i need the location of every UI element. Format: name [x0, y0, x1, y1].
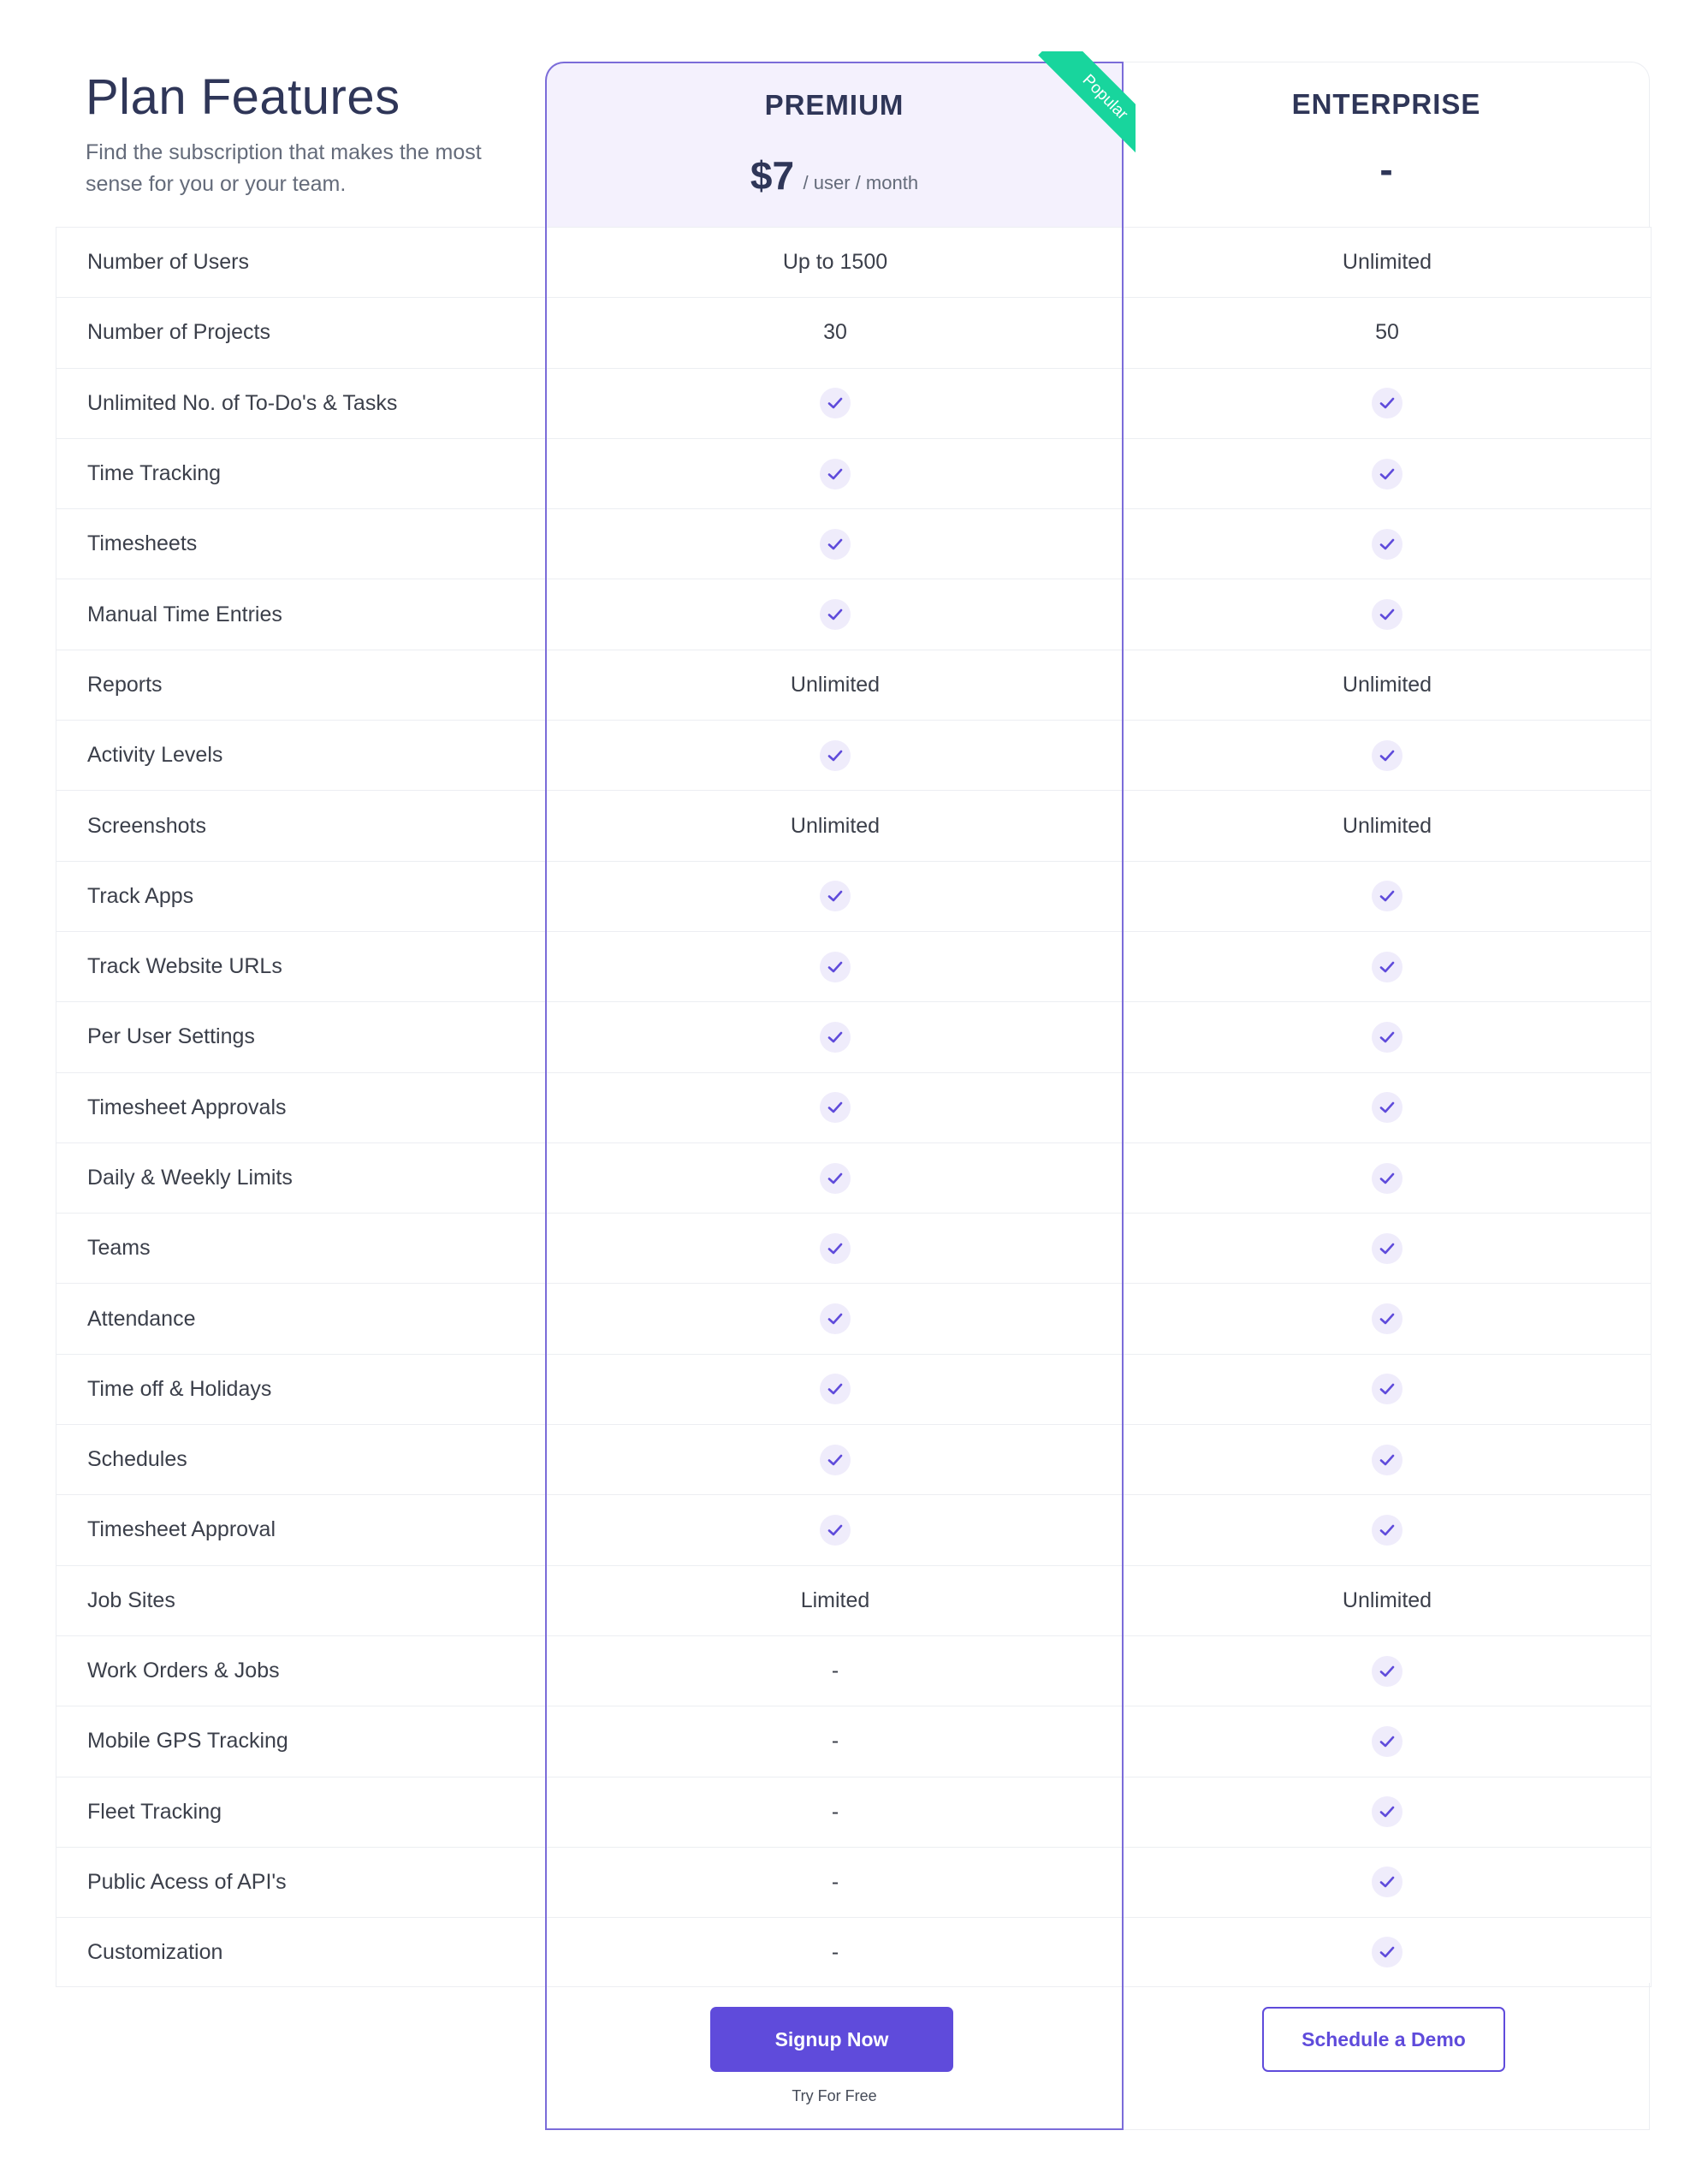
- feature-name: Customization: [87, 1939, 223, 1964]
- premium-feature-value: -: [831, 1869, 839, 1894]
- premium-plan-footer: [545, 1983, 1124, 2130]
- premium-price-amount: $7: [750, 153, 795, 198]
- feature-row: [56, 579, 1651, 649]
- check-icon: [1372, 1937, 1403, 1967]
- premium-feature-value: -: [831, 1659, 839, 1683]
- feature-name: Fleet Tracking: [87, 1799, 222, 1824]
- check-icon: [1372, 1515, 1403, 1546]
- feature-row: [56, 1072, 1651, 1142]
- feature-name: Timesheet Approvals: [87, 1095, 287, 1119]
- enterprise-feature-check: [1124, 862, 1650, 931]
- premium-feature-value: Unlimited: [790, 813, 881, 838]
- enterprise-feature-check: [1124, 1777, 1650, 1847]
- check-icon: [820, 1374, 851, 1404]
- feature-row: [56, 227, 1651, 297]
- check-icon: [1372, 1303, 1403, 1334]
- premium-column-right-border: [1122, 227, 1124, 1983]
- check-icon: [1372, 1092, 1403, 1123]
- check-icon: [1372, 740, 1403, 771]
- premium-feature-check: [546, 1425, 1124, 1494]
- feature-name: Timesheet Approval: [87, 1517, 276, 1542]
- premium-feature-check: [546, 721, 1124, 790]
- feature-row: [56, 1213, 1651, 1283]
- premium-feature-check: [546, 1143, 1124, 1213]
- feature-name: Screenshots: [87, 813, 206, 838]
- page-subtitle: Find the subscription that makes the most sense for you or your team.: [86, 140, 482, 196]
- feature-row: [56, 1565, 1651, 1635]
- premium-feature-value: -: [831, 1729, 839, 1754]
- enterprise-feature-check: [1124, 932, 1650, 1001]
- enterprise-feature-check: [1124, 1848, 1650, 1917]
- premium-feature-value: -: [831, 1939, 839, 1964]
- feature-row: [56, 1283, 1651, 1353]
- feature-row: [56, 861, 1651, 931]
- feature-name: Track Apps: [87, 883, 194, 908]
- enterprise-feature-check: [1124, 1002, 1650, 1071]
- check-icon: [820, 388, 851, 418]
- enterprise-feature-check: [1124, 1355, 1650, 1424]
- feature-row: [56, 1424, 1651, 1494]
- premium-feature-check: [546, 439, 1124, 508]
- enterprise-feature-check: [1124, 369, 1650, 438]
- enterprise-feature-check: [1124, 1636, 1650, 1706]
- check-icon: [820, 740, 851, 771]
- check-icon: [820, 1515, 851, 1546]
- check-icon: [1372, 1163, 1403, 1194]
- premium-feature-value: Up to 1500: [782, 250, 888, 275]
- premium-column-left-border: [545, 227, 547, 1983]
- premium-feature-check: [546, 1002, 1124, 1071]
- feature-row: [56, 790, 1651, 860]
- check-icon: [820, 529, 851, 560]
- feature-table: [56, 227, 1652, 1987]
- feature-row: [56, 508, 1651, 579]
- premium-price: [547, 152, 1122, 199]
- check-icon: [1372, 881, 1403, 911]
- feature-name: Timesheets: [87, 531, 198, 556]
- feature-row: [56, 931, 1651, 1001]
- feature-name: Per User Settings: [87, 1024, 255, 1049]
- feature-name: Mobile GPS Tracking: [87, 1729, 288, 1754]
- check-icon: [1372, 1656, 1403, 1687]
- enterprise-feature-value: Unlimited: [1342, 250, 1432, 275]
- check-icon: [1372, 1726, 1403, 1757]
- enterprise-feature-check: [1124, 1214, 1650, 1283]
- feature-name: Reports: [87, 672, 163, 697]
- enterprise-feature-check: [1124, 509, 1650, 579]
- feature-row: [56, 368, 1651, 438]
- feature-row: [56, 1142, 1651, 1213]
- check-icon: [1372, 1445, 1403, 1475]
- feature-name: Teams: [87, 1236, 151, 1261]
- check-icon: [820, 1092, 851, 1123]
- check-icon: [1372, 1374, 1403, 1404]
- premium-feature-check: [546, 1355, 1124, 1424]
- premium-feature-value: Limited: [800, 1588, 870, 1612]
- premium-feature-check: [546, 1284, 1124, 1353]
- feature-row: [56, 1001, 1651, 1071]
- enterprise-feature-check: [1124, 1143, 1650, 1213]
- feature-name: Unlimited No. of To-Do's & Tasks: [87, 390, 398, 415]
- enterprise-feature-value: Unlimited: [1342, 672, 1432, 697]
- feature-row: [56, 297, 1651, 367]
- check-icon: [1372, 599, 1403, 630]
- premium-plan-name: PREMIUM: [764, 89, 904, 121]
- check-icon: [820, 459, 851, 490]
- feature-name: Track Website URLs: [87, 954, 282, 979]
- feature-row: [56, 1777, 1651, 1847]
- enterprise-feature-value: Unlimited: [1342, 1588, 1432, 1612]
- feature-name: Daily & Weekly Limits: [87, 1166, 293, 1190]
- check-icon: [1372, 1233, 1403, 1264]
- feature-row: [56, 1635, 1651, 1706]
- check-icon: [820, 952, 851, 982]
- enterprise-feature-check: [1124, 1918, 1650, 1986]
- check-icon: [1372, 459, 1403, 490]
- check-icon: [820, 1233, 851, 1264]
- enterprise-feature-check: [1124, 579, 1650, 649]
- enterprise-feature-check: [1124, 1706, 1650, 1776]
- check-icon: [820, 1303, 851, 1334]
- feature-name: Work Orders & Jobs: [87, 1659, 280, 1683]
- page-title: Plan Features: [86, 69, 400, 125]
- premium-feature-check: [546, 932, 1124, 1001]
- signup-now-button[interactable]: Signup Now: [710, 2007, 953, 2072]
- enterprise-feature-check: [1124, 721, 1650, 790]
- premium-feature-check: [546, 1495, 1124, 1564]
- premium-feature-check: [546, 579, 1124, 649]
- premium-feature-check: [546, 369, 1124, 438]
- premium-feature-check: [546, 509, 1124, 579]
- enterprise-price: -: [1379, 147, 1393, 192]
- check-icon: [1372, 952, 1403, 982]
- feature-name: Time off & Holidays: [87, 1376, 272, 1401]
- premium-feature-check: [546, 1073, 1124, 1142]
- try-for-free-note: Try For Free: [792, 2087, 877, 2104]
- premium-feature-check: [546, 862, 1124, 931]
- premium-feature-value: Unlimited: [790, 672, 881, 697]
- feature-row: [56, 1706, 1651, 1776]
- feature-row: [56, 1847, 1651, 1917]
- premium-feature-value: -: [831, 1799, 839, 1824]
- check-icon: [1372, 529, 1403, 560]
- check-icon: [820, 881, 851, 911]
- check-icon: [820, 599, 851, 630]
- popular-ribbon: [1033, 51, 1136, 154]
- popular-badge: Popular: [1038, 51, 1136, 154]
- premium-feature-check: [546, 1214, 1124, 1283]
- enterprise-feature-check: [1124, 1495, 1650, 1564]
- enterprise-feature-value: 50: [1375, 320, 1399, 345]
- feature-name: Number of Users: [87, 250, 249, 275]
- feature-name: Activity Levels: [87, 743, 223, 768]
- enterprise-feature-check: [1124, 1284, 1650, 1353]
- enterprise-feature-check: [1124, 439, 1650, 508]
- enterprise-plan-footer: [1124, 1983, 1650, 2130]
- enterprise-feature-value: Unlimited: [1342, 813, 1432, 838]
- check-icon: [1372, 1866, 1403, 1897]
- feature-name: Number of Projects: [87, 320, 270, 345]
- feature-name: Attendance: [87, 1306, 196, 1331]
- check-icon: [820, 1163, 851, 1194]
- enterprise-feature-check: [1124, 1425, 1650, 1494]
- premium-feature-value: 30: [823, 320, 847, 345]
- check-icon: [820, 1445, 851, 1475]
- feature-row: [56, 650, 1651, 720]
- schedule-demo-button[interactable]: Schedule a Demo: [1262, 2007, 1505, 2072]
- feature-row: [56, 1494, 1651, 1564]
- check-icon: [1372, 388, 1403, 418]
- premium-price-unit: / user / month: [803, 172, 919, 193]
- enterprise-feature-check: [1124, 1073, 1650, 1142]
- check-icon: [1372, 1796, 1403, 1827]
- feature-row: [56, 720, 1651, 790]
- feature-row: [56, 1354, 1651, 1424]
- feature-row: [56, 1917, 1651, 1987]
- enterprise-plan-name: ENTERPRISE: [1291, 88, 1481, 120]
- check-icon: [820, 1022, 851, 1053]
- check-icon: [1372, 1022, 1403, 1053]
- feature-name: Schedules: [87, 1447, 187, 1472]
- feature-name: Manual Time Entries: [87, 602, 282, 626]
- enterprise-plan-header: [1124, 62, 1650, 227]
- feature-name: Job Sites: [87, 1588, 175, 1612]
- feature-name: Public Acess of API's: [87, 1869, 287, 1894]
- feature-name: Time Tracking: [87, 461, 222, 486]
- feature-row: [56, 438, 1651, 508]
